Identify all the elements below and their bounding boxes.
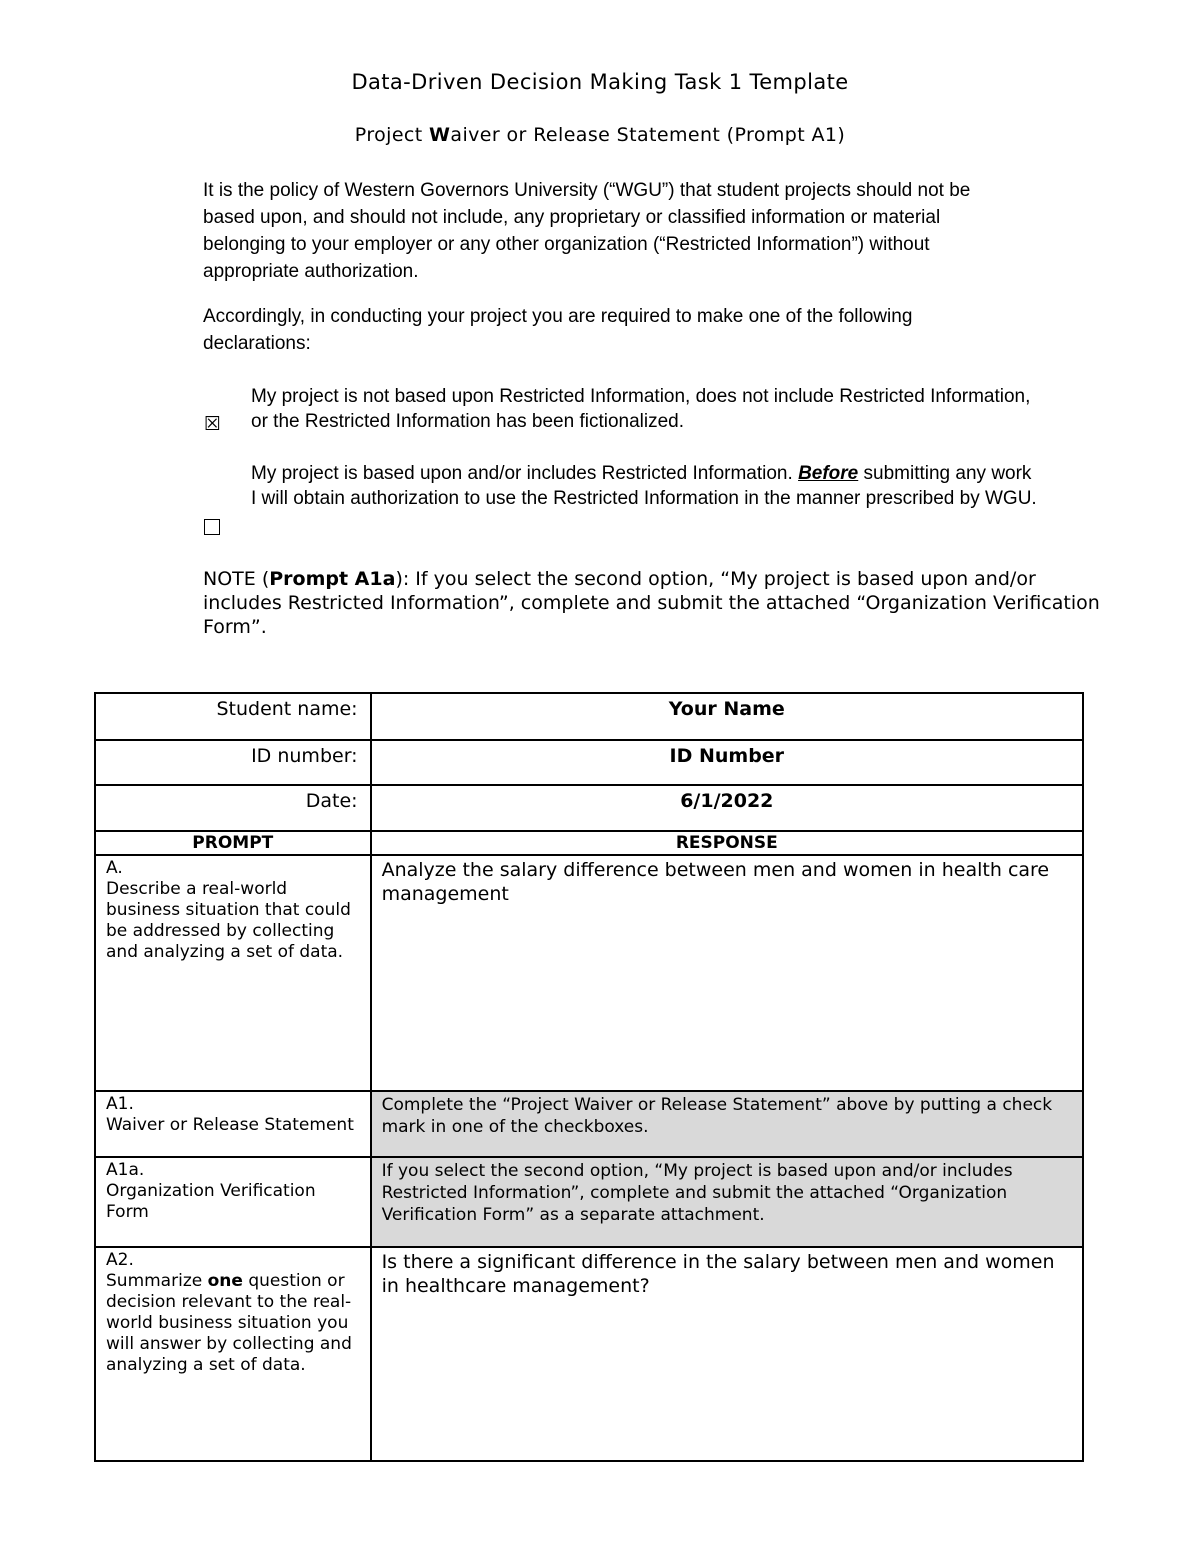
date-row: [95, 785, 1083, 831]
note-pre: NOTE (: [203, 568, 270, 590]
id-number-label: ID number:: [95, 740, 371, 785]
prompt-cell: [95, 1091, 371, 1157]
option2-text: [251, 461, 1041, 511]
document-title: Data-Driven Decision Making Task 1 Template: [351, 70, 849, 94]
id-number-row: [95, 740, 1083, 785]
note-paragraph: [203, 567, 1103, 639]
prompt-text-pre: Summarize: [106, 1271, 208, 1291]
note-post: ): If you select the second option, “My project is based upon and/or includes Restricted Information”, complete and submit the attached “Organization Verification Form”.: [203, 568, 1100, 638]
student-name-label: Student name:: [95, 693, 371, 740]
table-row: [95, 1157, 1083, 1247]
table-row: [95, 855, 1083, 1091]
response-cell: If you select the second option, “My project is based upon and/or includes Restricted Information”, complete and submit the attached “Organization Verification Form” as a separate attachment.: [371, 1157, 1083, 1247]
date-value[interactable]: 6/1/2022: [371, 785, 1083, 831]
prompt-text: Describe a real-world business situation that could be addressed by collecting and analyzing a set of data.: [106, 879, 351, 962]
prompt-text: [106, 1271, 360, 1376]
subtitle-pre: Project: [354, 124, 430, 146]
note-bold: Prompt A1a: [269, 568, 396, 590]
option2-checkbox[interactable]: [204, 519, 220, 535]
table-row: [95, 1247, 1083, 1461]
prompt-column-header: PROMPT: [95, 831, 371, 855]
option1-text: My project is not based upon Restricted Information, does not include Restricted Information, or the Restricted Information has been fictionalized.: [251, 386, 1031, 432]
prompt-cell: [95, 1157, 371, 1247]
response-column-header: RESPONSE: [371, 831, 1083, 855]
prompt-code: A1a.: [106, 1160, 145, 1180]
date-label: Date:: [95, 785, 371, 831]
prompt-text-bold: one: [207, 1271, 243, 1291]
policy-paragraph: It is the policy of Western Governors University (“WGU”) that student projects should not be based upon, and should not include, any proprietary or classified information or material belonging to your employer or any other organization (“Restricted Information”) without appropriate authorization.: [203, 180, 971, 282]
response-cell: Complete the “Project Waiver or Release Statement” above by putting a check mark in one of the checkboxes.: [371, 1091, 1083, 1157]
column-header-row: [95, 831, 1083, 855]
task-form-table: [94, 692, 1084, 1462]
prompt-code: A.: [106, 858, 123, 878]
subtitle-post: aiver or Release Statement (Prompt A1): [450, 124, 846, 146]
prompt-cell: [95, 855, 371, 1091]
option1-checkbox-checked[interactable]: ☒: [204, 413, 222, 435]
response-cell[interactable]: Is there a significant difference in the salary between men and women in healthcare management?: [371, 1247, 1083, 1461]
prompt-code: A2.: [106, 1250, 134, 1270]
student-name-value[interactable]: Your Name: [371, 693, 1083, 740]
option2-text-emphasis: Before: [798, 463, 859, 484]
option2-text-pre: My project is based upon and/or includes Restricted Information.: [251, 463, 799, 484]
document-subtitle: [0, 124, 1200, 146]
prompt-text: Organization Verification Form: [106, 1181, 316, 1222]
student-name-row: [95, 693, 1083, 740]
prompt-cell: [95, 1247, 371, 1461]
subtitle-bold: W: [429, 124, 451, 146]
prompt-text-post: question or decision relevant to the real-world business situation you will answer by collecting and analyzing a set of data.: [106, 1271, 352, 1375]
option2-text-post: submitting any work I will obtain authorization to use the Restricted Information in the manner prescribed by WGU.: [251, 463, 1037, 509]
declaration-instructions: Accordingly, in conducting your project you are required to make one of the following declarations:: [203, 306, 913, 354]
prompt-code: A1.: [106, 1094, 134, 1114]
prompt-text: Waiver or Release Statement: [106, 1115, 354, 1135]
table-row: [95, 1091, 1083, 1157]
id-number-value[interactable]: ID Number: [371, 740, 1083, 785]
response-cell[interactable]: Analyze the salary difference between men and women in health care management: [371, 855, 1083, 1091]
